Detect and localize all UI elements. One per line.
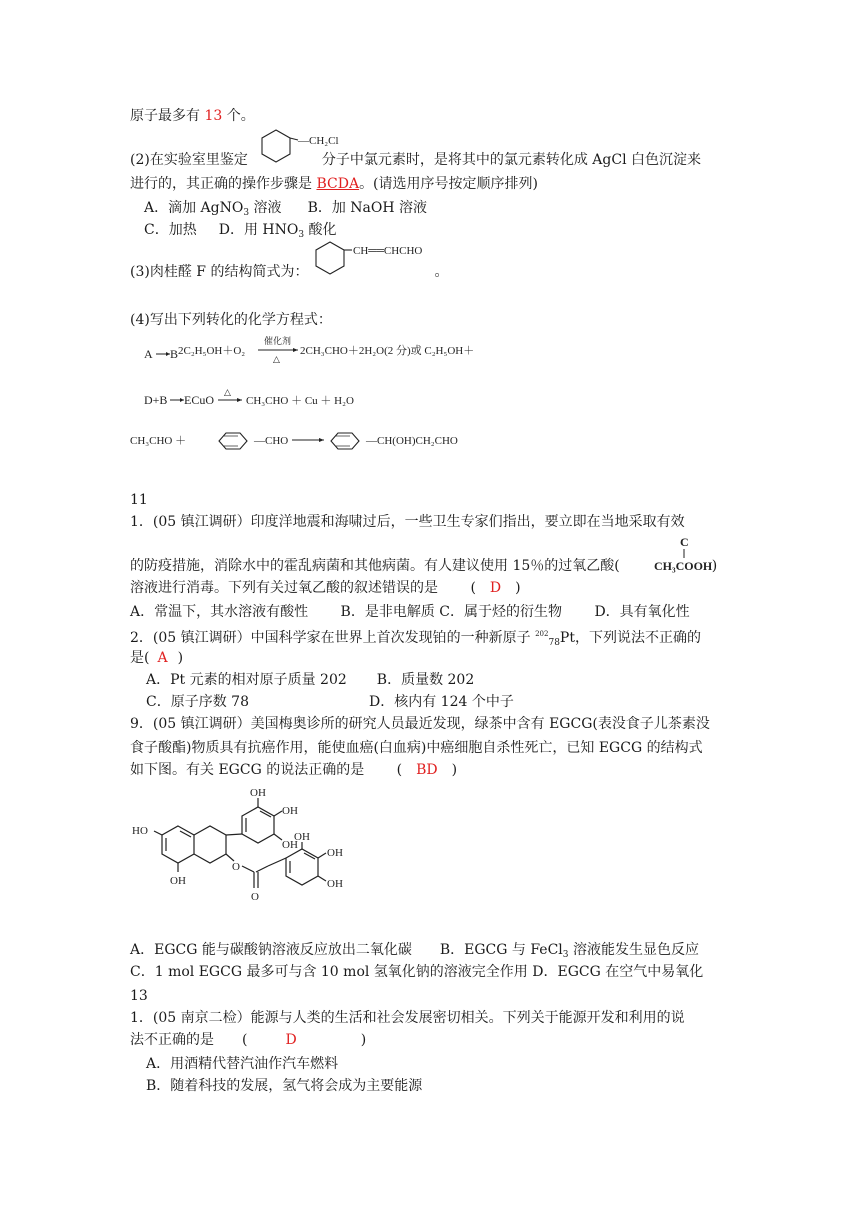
eq-label: D+B: [144, 393, 168, 407]
oh-label: OH: [282, 839, 298, 851]
question-text: 9．(05 镇江调研）美国梅奥诊所的研究人员最近发现，绿茶中含有 EGCG(表没食子儿茶素没: [130, 716, 710, 732]
oh-label: OH: [250, 787, 266, 799]
option: A．用酒精代替汽油作汽车燃料: [146, 1056, 339, 1072]
equation-1: [130, 330, 550, 370]
text-line: [130, 624, 701, 653]
option: B．质量数 202: [376, 672, 475, 688]
option: A．滴加 AgNO: [144, 200, 244, 216]
question-text: 1．(05 南京二检）能源与人类的生活和社会发展密切相关。下列关于能源开发和利用的说: [130, 1010, 685, 1026]
answer: BCDA: [316, 176, 360, 192]
subscript: 3: [298, 230, 305, 240]
question-text: 2．(05 镇江调研）中国科学家在世界上首次发现铂的一种新原子: [130, 630, 536, 646]
eq-group: —CHO: [254, 435, 289, 447]
oh-label: OH: [294, 831, 310, 843]
subscript: 3: [562, 950, 569, 960]
answer: BD: [416, 762, 438, 778]
heat-label: △: [273, 354, 280, 364]
options-line: A．常温下，其水溶液有酸性 B．是非电解质 C．属于烃的衍生物 D．具有氧化性: [130, 604, 690, 620]
eq-label: A: [144, 347, 153, 361]
heat-label: △: [224, 387, 231, 397]
answer: A: [157, 650, 168, 666]
question-text: 1．(05 镇江调研）印度洋地震和海啸过后，一些卫生专家们指出，要立即在当地采取有效: [130, 514, 685, 530]
oh-label: OH: [170, 875, 186, 887]
text: 个。: [222, 108, 255, 124]
egcg-structure: [130, 784, 370, 934]
atomic-number: 78: [548, 638, 560, 648]
option: A．Pt 元素的相对原子质量 202: [146, 672, 347, 688]
text-line: [130, 578, 521, 598]
question-text: 食子酸酯)物质具有抗癌作用，能使血癌(白血病)中癌细胞自杀性死亡，已知 EGCG 的结构式: [130, 740, 703, 756]
eq-label: ECuO: [184, 393, 214, 407]
question-text: 是(: [130, 650, 150, 666]
text: 分子中氯元素时，是将其中的氯元素转化成 AgCl 白色沉淀来: [321, 152, 702, 168]
formula-label: CH══CHCHO: [353, 245, 423, 257]
question-text: Pt，下列说法不正确的: [559, 630, 701, 646]
text: ): [515, 580, 521, 596]
options-line: C．1 mol EGCG 最多可与含 10 mol 氢氧化钠的溶液完全作用 D．EGCG 在空气中易氧化: [130, 964, 704, 980]
text-line: 的防疫措施，消除水中的霍乱病菌和其他病菌。有人建议使用 15％的过氧乙酸( ): [130, 558, 718, 574]
equation-3: [128, 424, 508, 458]
option: C．加热: [144, 222, 197, 238]
section-number: 13: [130, 988, 148, 1004]
ho-label: HO: [132, 825, 148, 837]
option: B．加 NaOH 溶液: [307, 200, 428, 216]
text-line: [130, 150, 701, 170]
option: C．原子序数 78: [146, 694, 249, 710]
text: 酸化: [304, 222, 337, 238]
answer: D: [285, 1032, 297, 1048]
text-line: [146, 670, 474, 690]
option: 溶液能发生显色反应: [568, 942, 699, 958]
text-line: [130, 106, 255, 126]
eq-reactants: 2C₂H₅OH＋O₂: [178, 345, 246, 357]
text: (4)写出下列转化的化学方程式：: [130, 312, 332, 328]
text: ): [177, 650, 184, 666]
oh-label: OH: [327, 878, 343, 890]
text: ): [360, 1032, 367, 1048]
text: 。(请选用序号按定顺序排列): [359, 176, 538, 192]
text-line: [130, 262, 448, 282]
question-text: 法不正确的是 (: [130, 1032, 248, 1048]
section-number: 11: [130, 492, 148, 508]
text: ): [451, 762, 458, 778]
equation-2: [130, 386, 450, 416]
text: 进行的，其正确的操作步骤是: [130, 176, 317, 192]
eq-label: B: [170, 347, 179, 361]
eq-product: —CH(OH)CH₂CHO: [366, 435, 458, 447]
text-line: [146, 692, 514, 712]
o-label: O: [232, 861, 240, 873]
oh-label: OH: [327, 847, 343, 859]
option: B．随着科技的发展，氢气将会成为主要能源: [146, 1078, 423, 1094]
mass-number: 202: [535, 630, 549, 638]
eq-products: CH₃CHO ＋ Cu ＋ H₂O: [246, 395, 354, 407]
text: (3)肉桂醛 F 的结构简式为：: [130, 264, 309, 280]
option: D．用 HNO: [218, 222, 299, 238]
catalyst-label: 催化剂: [264, 336, 292, 346]
subscript: 3: [243, 208, 250, 218]
text-line: [130, 760, 457, 780]
text: (2)在实验室里鉴定: [130, 152, 248, 168]
question-text: 溶液进行消毒。下列有关过氧乙酸的叙述错误的是 (: [130, 580, 476, 596]
oh-label: OH: [282, 805, 298, 817]
question-text: 如下图。有关 EGCG 的说法正确的是 (: [130, 762, 403, 778]
question-text: 的防疫措施，消除水中的霍乱病菌和其他病菌。有人建议使用 15％的过氧乙酸(: [130, 558, 620, 574]
eq-products: 2CH₃CHO＋2H₂O(2 分)或 C₂H₅OH＋: [300, 345, 475, 357]
text: 。: [434, 264, 449, 280]
eq-reactant: CH₃CHO ＋: [130, 435, 187, 447]
text-line: [130, 1030, 366, 1050]
option: D．核内有 124 个中子: [368, 694, 514, 710]
formula-label: C: [680, 535, 689, 549]
answer: 13: [204, 108, 223, 124]
formula-label: CH₃COOH: [654, 559, 713, 573]
o-label: O: [251, 891, 259, 903]
text-line: [130, 174, 538, 194]
option: A．EGCG 能与碳酸钠溶液反应放出二氧化碳 B．EGCG 与 FeCl: [130, 942, 563, 958]
text-line: [130, 648, 183, 668]
text: 溶液: [249, 200, 282, 216]
answer: D: [489, 580, 502, 596]
text: 原子最多有: [130, 108, 205, 124]
text-line: [144, 220, 337, 245]
text-line: [130, 310, 332, 330]
formula-label: —CH₂Cl: [298, 135, 339, 147]
